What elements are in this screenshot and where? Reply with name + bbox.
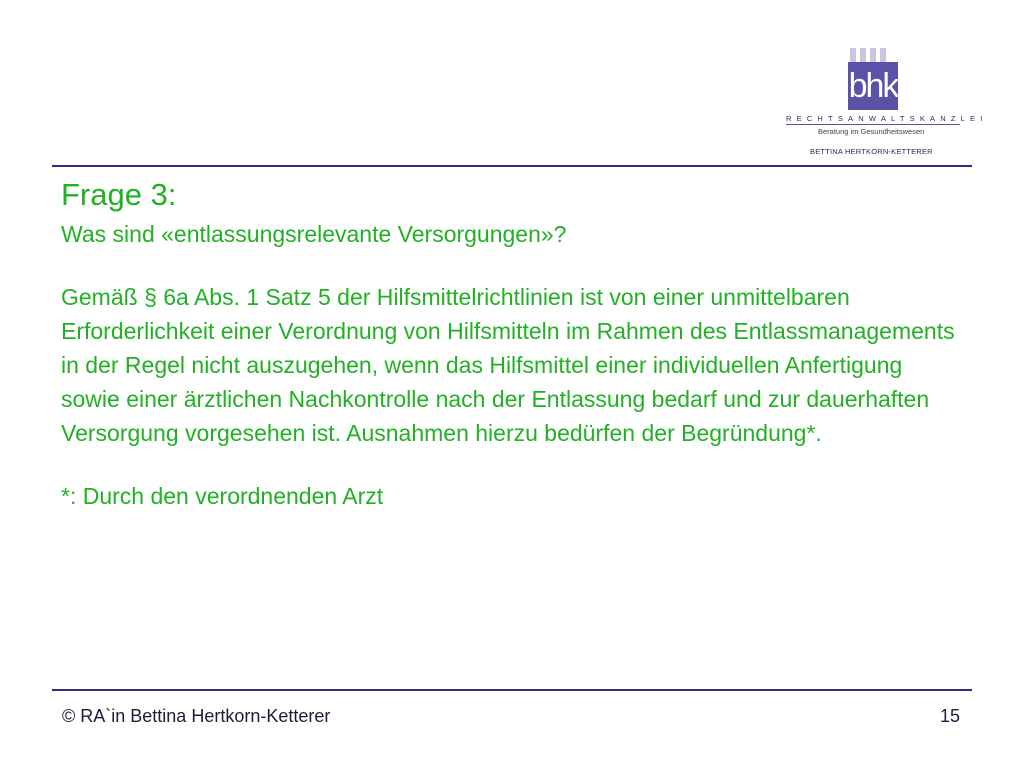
bhk-logo-mark (848, 48, 898, 110)
firm-logo (784, 44, 988, 160)
slide-title: Frage 3: (61, 177, 177, 212)
logo-subtitle: Beratung im Gesundheitswesen (818, 127, 925, 136)
logo-letters: bhk (848, 67, 898, 105)
logo-attorney-name: BETTINA HERTKORN-KETTERER (810, 147, 933, 156)
slide-footnote: *: Durch den verordnenden Arzt (61, 483, 384, 509)
footer-copyright: © RA`in Bettina Hertkorn-Ketterer (62, 706, 331, 726)
page-number: 15 (939, 706, 960, 726)
logo-divider (786, 124, 960, 125)
slide-paragraph: Gemäß § 6a Abs. 1 Satz 5 der Hilfsmittelrichtlinien ist von einer unmittelbaren Erforderlichkeit einer Verordnung von Hilfsmitteln im Rahmen des Entlassmanagements in der Regel nicht auszugehen, wenn das Hilfsmittel einer individuellen Anfertigung sowie einer ärztlichen Nachkontrolle nach der Entlassung bedarf und zur dauerhaften Versorgung vorgesehen ist. Ausnahmen hierzu bedürfen der Begründung*. (61, 284, 955, 446)
footer-divider (52, 689, 972, 691)
logo-firm-name: RECHTSANWALTSKANZLEI (786, 114, 988, 123)
slide-question: Was sind «entlassungsrelevante Versorgungen»? (61, 221, 567, 247)
header-divider (52, 165, 972, 167)
slide-content (61, 176, 961, 510)
